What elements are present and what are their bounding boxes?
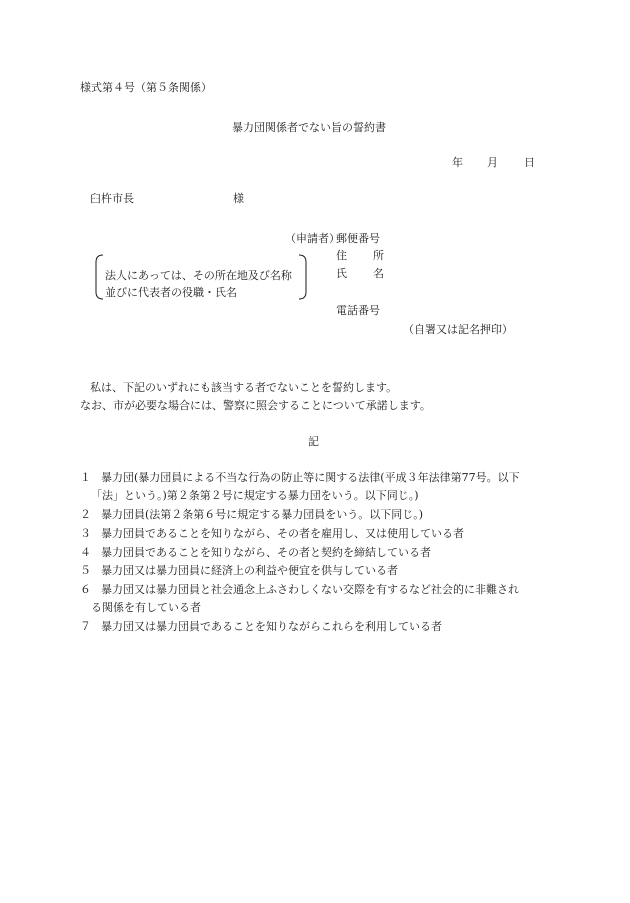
applicant-tag: （申請者） xyxy=(285,232,340,245)
corporate-note-text xyxy=(105,267,292,301)
list-item-text: 暴力団(暴力団員による不当な行為の防止等に関する法律(平成３年法律第77号。以下 xyxy=(101,471,520,484)
corporate-note-line-1: 法人にあっては、その所在地及び名称 xyxy=(105,269,292,282)
list-item-3 xyxy=(80,528,464,539)
list-item-text: 暴力団員であることを知りながら、その者と契約を締結している者 xyxy=(101,546,431,559)
address-label xyxy=(336,250,384,261)
pledge-line-1: 私は、下記のいずれにも該当する者でないことを誓約します。 xyxy=(90,381,398,394)
list-item-2 xyxy=(80,509,423,520)
list-item-text: 暴力団員であることを知りながら、その者を雇用し、又は使用している者 xyxy=(101,527,464,540)
list-item-number: ５ xyxy=(80,564,91,577)
date-year-label: 年 xyxy=(452,156,463,169)
list-item-text: 暴力団又は暴力団員であることを知りながらこれらを利用している者 xyxy=(101,620,442,633)
name-label-text: 氏名 xyxy=(336,267,384,280)
list-item-number: ６ xyxy=(80,583,91,596)
list-item-6-continuation: る関係を有している者 xyxy=(91,601,201,614)
date-month-label: 月 xyxy=(487,156,498,169)
date-day-label: 日 xyxy=(524,156,535,169)
list-item-7 xyxy=(80,621,442,632)
addressee-honorific: 様 xyxy=(233,192,244,205)
list-item-6 xyxy=(80,584,519,595)
corporate-note-line-2: 並びに代表者の役職・氏名 xyxy=(105,286,237,299)
list-item-text: 暴力団員(法第２条第６号に規定する暴力団員をいう。以下同じ。) xyxy=(101,508,424,521)
list-item-number: ７ xyxy=(80,620,91,633)
addressee-name: 臼杵市長 xyxy=(90,192,134,205)
ki-heading: 記 xyxy=(308,435,319,448)
corporate-note-bracket xyxy=(95,254,307,300)
list-item-4 xyxy=(80,547,431,558)
list-item-5 xyxy=(80,565,398,576)
address-label-text: 住所 xyxy=(336,249,384,262)
form-number: 様式第４号（第５条関係） xyxy=(80,81,212,94)
list-item-number: ４ xyxy=(80,546,91,559)
list-item-1 xyxy=(80,472,520,483)
pledge-line-2: なお、市が必要な場合には、警察に照会することについて承諾します。 xyxy=(80,399,431,412)
signature-note: （自署又は記名押印） xyxy=(403,323,513,336)
list-item-1-continuation: 「法」という。)第２条第２号に規定する暴力団をいう。以下同じ。) xyxy=(91,489,419,502)
phone-label: 電話番号 xyxy=(336,304,380,317)
name-label xyxy=(336,268,384,279)
list-item-number: １ xyxy=(80,471,91,484)
document-title: 暴力団関係者でない旨の誓約書 xyxy=(232,121,386,134)
list-item-number: ２ xyxy=(80,508,91,521)
list-item-text: 暴力団又は暴力団員と社会通念上ふさわしくない交際を有するなど社会的に非難され xyxy=(101,583,519,596)
list-item-number: ３ xyxy=(80,527,91,540)
list-item-text: 暴力団又は暴力団員に経済上の利益や便宜を供与している者 xyxy=(101,564,398,577)
postal-code-label: 郵便番号 xyxy=(336,232,380,245)
